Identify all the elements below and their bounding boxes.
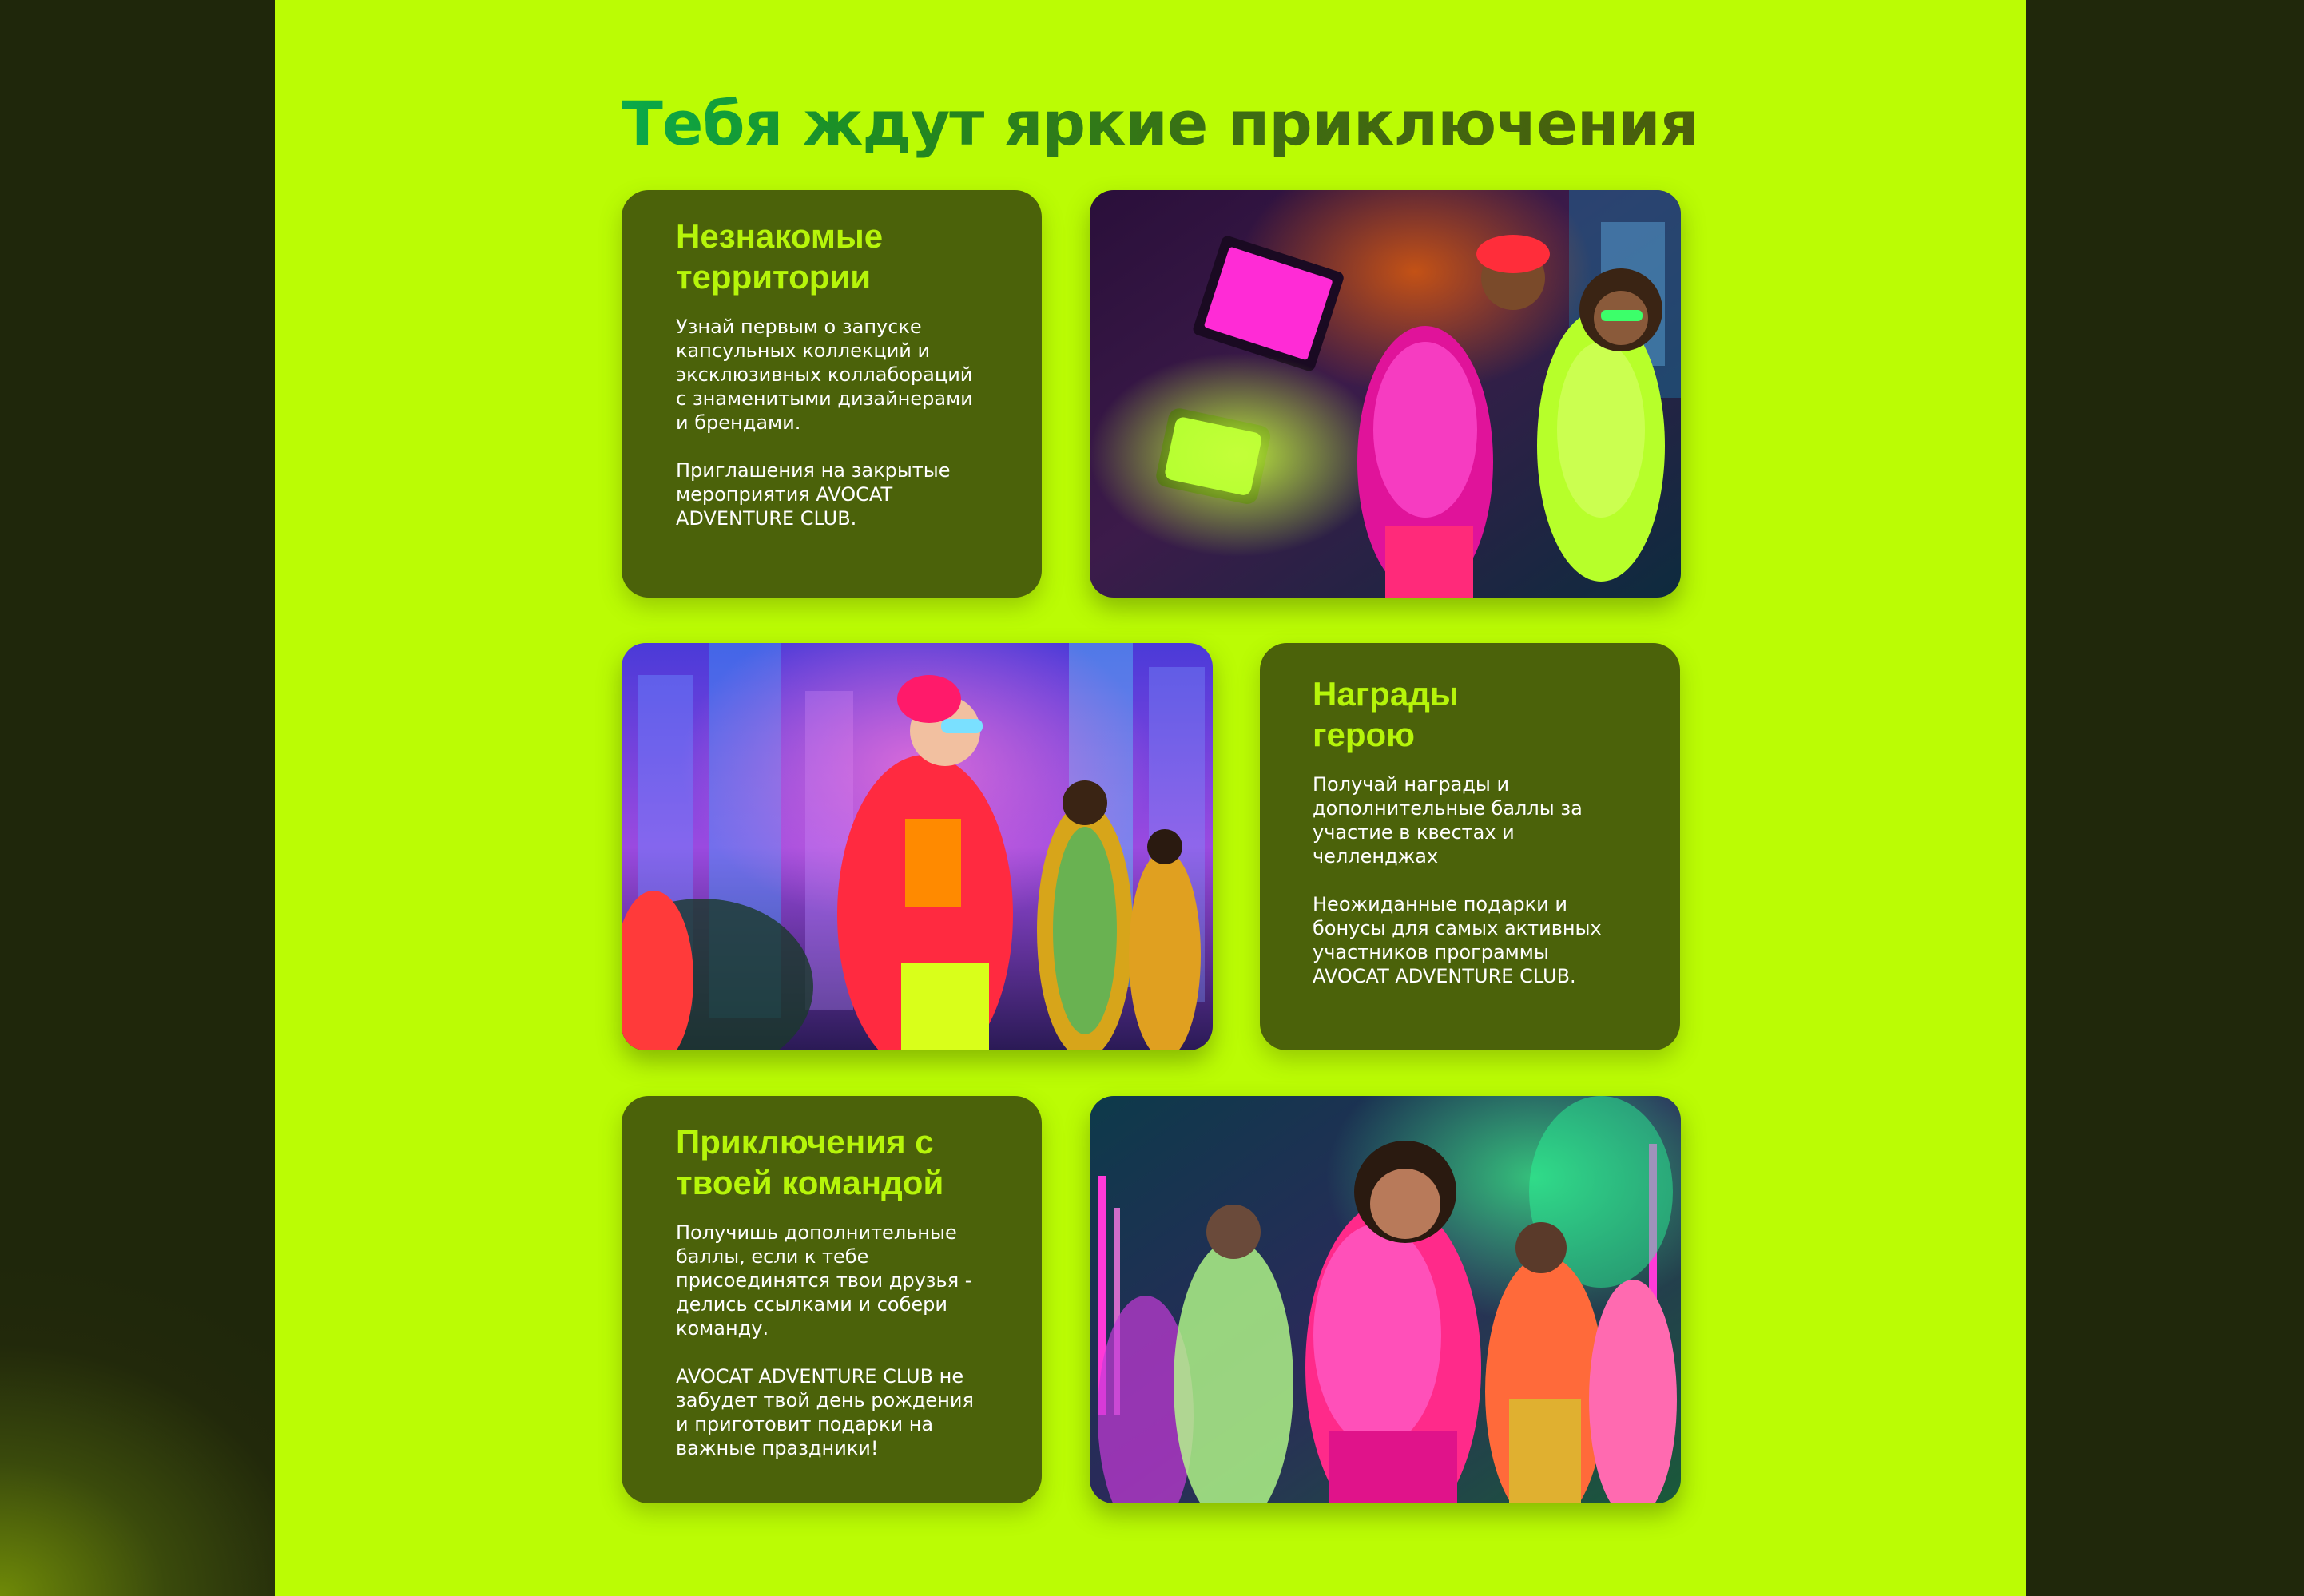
- card-unknown-territories: [622, 190, 1042, 598]
- card-title: Незнакомые территории: [676, 217, 884, 296]
- card-paragraph: AVOCAT ADVENTURE CLUB не забудет твой день рождения и приготовит подарки на важные праздники!: [676, 1365, 974, 1459]
- neon-street-fashion-photo: [1090, 190, 1681, 598]
- card-paragraph: Получай награды и дополнительные баллы за участие в квестах и челленджах: [1313, 773, 1583, 867]
- card-paragraph: Приглашения на закрытые мероприятия AVOCAT ADVENTURE CLUB.: [676, 459, 951, 530]
- right-backdrop: [2026, 0, 2304, 1596]
- card-title: Награды герою: [1313, 675, 1459, 753]
- card-team-adventures: [622, 1096, 1042, 1503]
- card-paragraph: Неожиданные подарки и бонусы для самых активных участников программы AVOCAT ADVENTURE CLUB.: [1313, 893, 1602, 987]
- card-title: Приключения с твоей командой: [676, 1123, 944, 1201]
- neon-city-dancer-photo: [622, 643, 1213, 1050]
- section-headline: Тебя ждут яркие приключения: [622, 80, 1740, 168]
- card-hero-rewards: [1260, 643, 1680, 1050]
- left-backdrop: [0, 0, 275, 1596]
- card-paragraph: Узнай первым о запуске капсульных коллекций и эксклюзивных коллабораций с знаменитыми дизайнерами и брендами.: [676, 316, 973, 434]
- neon-crew-photo: [1090, 1096, 1681, 1503]
- adventure-section: [275, 0, 2026, 1596]
- card-paragraph: Получишь дополнительные баллы, если к тебе присоединятся твои друзья - делись ссылками и собери команду.: [676, 1221, 972, 1340]
